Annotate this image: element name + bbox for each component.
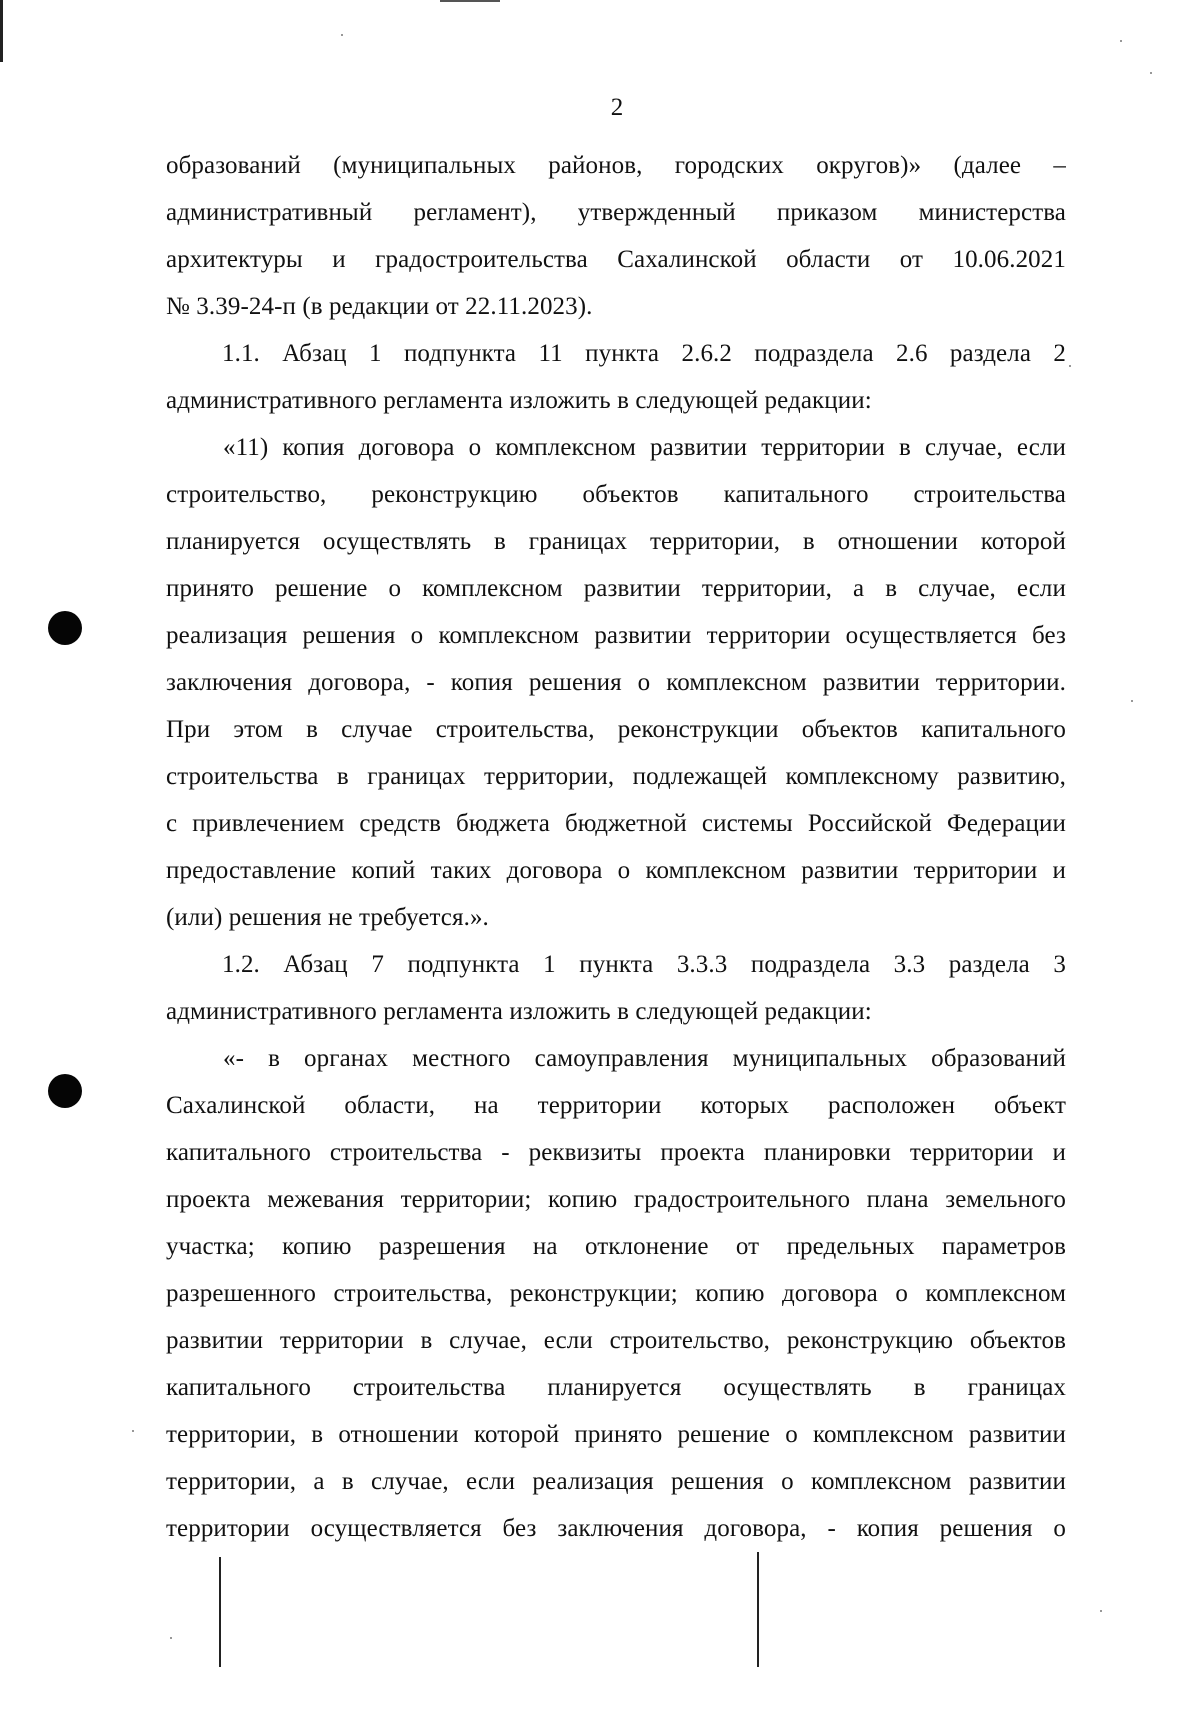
text-line: строительство, реконструкцию объектов капитального строительства <box>166 481 1066 508</box>
scan-speck <box>1120 40 1122 42</box>
scan-top-mark <box>440 0 500 2</box>
scan-edge-mark <box>0 0 3 62</box>
text-line: образований (муниципальных районов, городских округов)» (далее – <box>166 152 1066 179</box>
paragraph <box>166 330 1066 424</box>
text-line: архитектуры и градостроительства Сахалинской области от 10.06.2021 <box>166 246 1066 273</box>
text-line: предоставление копий таких договора о комплексном развитии территории и <box>166 857 1066 884</box>
text-line: территории осуществляется без заключения договора, - копия решения о <box>166 1515 1066 1542</box>
scan-speck <box>1150 72 1152 74</box>
paragraph <box>166 142 1066 330</box>
text-line: капитального строительства планируется осуществлять в границах <box>166 1374 1066 1401</box>
text-line: территории, в отношении которой принято решение о комплексном развитии <box>166 1421 1066 1448</box>
scan-artifact-line <box>757 1552 759 1667</box>
document-body <box>166 142 1066 1552</box>
text-line: заключения договора, - копия решения о комплексном развитии территории. <box>166 669 1066 696</box>
text-line: административного регламента изложить в следующей редакции: <box>166 998 872 1025</box>
text-line: 1.2. Абзац 7 подпункта 1 пункта 3.3.3 подраздела 3.3 раздела 3 <box>222 951 1066 978</box>
text-line: 1.1. Абзац 1 подпункта 11 пункта 2.6.2 подраздела 2.6 раздела 2 <box>222 340 1066 367</box>
scan-speck <box>341 34 343 36</box>
text-line: административный регламент), утвержденный приказом министерства <box>166 199 1066 226</box>
text-line: (или) решения не требуется.». <box>166 904 489 931</box>
scan-artifact-line <box>219 1557 221 1667</box>
punch-hole <box>48 1074 82 1108</box>
text-line: проекта межевания территории; копию градостроительного плана земельного <box>166 1186 1066 1213</box>
scan-speck <box>1069 365 1071 367</box>
text-line: развитии территории в случае, если строительство, реконструкцию объектов <box>166 1327 1066 1354</box>
text-line: строительства в границах территории, подлежащей комплексному развитию, <box>166 763 1066 790</box>
text-line: реализация решения о комплексном развитии территории осуществляется без <box>166 622 1066 649</box>
text-line: участка; копию разрешения на отклонение от предельных параметров <box>166 1233 1066 1260</box>
text-line: принято решение о комплексном развитии территории, а в случае, если <box>166 575 1066 602</box>
text-line: Сахалинской области, на территории которых расположен объект <box>166 1092 1066 1119</box>
scan-speck <box>132 1430 134 1432</box>
scan-speck <box>1131 700 1133 702</box>
text-line: разрешенного строительства, реконструкции; копию договора о комплексном <box>166 1280 1066 1307</box>
text-line: с привлечением средств бюджета бюджетной системы Российской Федерации <box>166 810 1066 837</box>
text-line: территории, а в случае, если реализация решения о комплексном развитии <box>166 1468 1066 1495</box>
text-line: административного регламента изложить в следующей редакции: <box>166 387 872 414</box>
text-line: № 3.39-24-п (в редакции от 22.11.2023). <box>166 293 593 320</box>
text-line: капитального строительства - реквизиты проекта планировки территории и <box>166 1139 1066 1166</box>
text-line: «11) копия договора о комплексном развитии территории в случае, если <box>223 434 1066 461</box>
text-line: «- в органах местного самоуправления муниципальных образований <box>223 1045 1066 1072</box>
paragraph <box>166 1035 1066 1552</box>
paragraph <box>166 424 1066 941</box>
paragraph <box>166 941 1066 1035</box>
text-line: планируется осуществлять в границах территории, в отношении которой <box>166 528 1066 555</box>
scan-speck <box>170 1637 172 1639</box>
scan-speck <box>1100 1610 1102 1612</box>
page-number: 2 <box>610 94 624 121</box>
punch-hole <box>48 611 82 645</box>
text-line: При этом в случае строительства, реконструкции объектов капитального <box>166 716 1066 743</box>
